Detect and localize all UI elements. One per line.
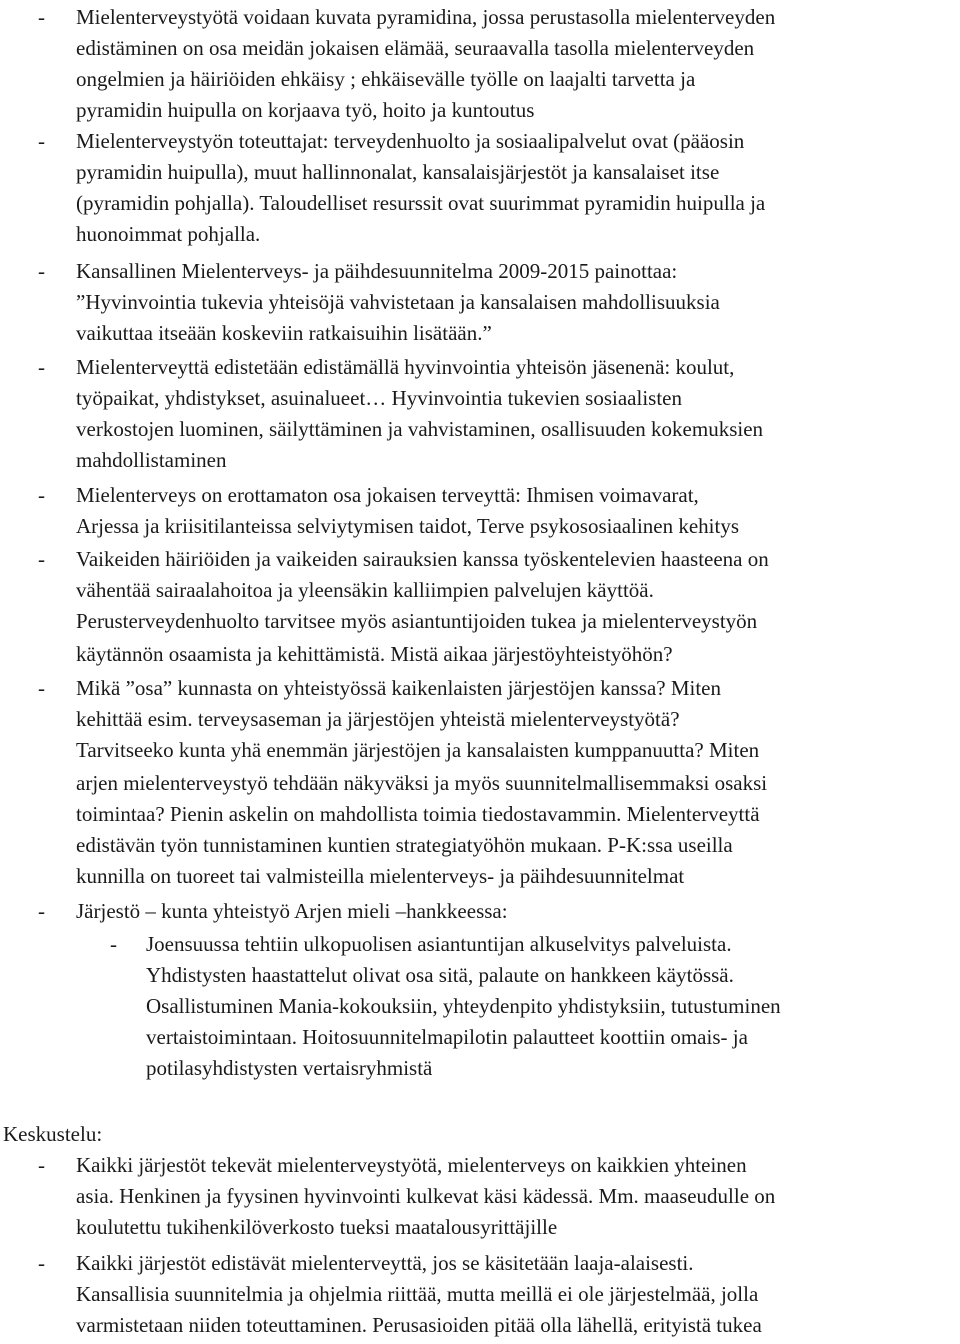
- list-item-line: mahdollistaminen: [76, 448, 227, 472]
- sub-list-bullet: -: [110, 932, 117, 956]
- list-item-line: Kansallinen Mielenterveys- ja päihdesuunnitelma 2009-2015 painottaa:: [76, 259, 678, 283]
- list-item-line: Mikä ”osa” kunnasta on yhteistyössä kaikenlaisten järjestöjen kanssa? Miten: [76, 676, 722, 700]
- list-item-line: (pyramidin pohjalla). Taloudelliset resurssit ovat suurimmat pyramidin huipulla ja: [76, 191, 766, 215]
- list-bullet: -: [38, 547, 45, 571]
- list-item-line: koulutettu tukihenkilöverkosto tueksi maatalousyrittäjille: [76, 1215, 558, 1239]
- discussion-heading: Keskustelu:: [3, 1122, 103, 1146]
- list-item-line: Mielenterveystyötä voidaan kuvata pyramidina, jossa perustasolla mielenterveyden: [76, 5, 776, 29]
- list-item-line: varmistetaan niiden toteuttaminen. Perusasioiden pitää olla lähellä, erityistä tukea: [76, 1313, 762, 1337]
- list-item-line: kunnilla on tuoreet tai valmisteilla mielenterveys- ja päihdesuunnitelmat: [76, 864, 685, 888]
- list-item-line: asia. Henkinen ja fyysinen hyvinvointi kulkevat käsi kädessä. Mm. maaseudulle on: [76, 1184, 776, 1208]
- list-item-line: toimintaa? Pienin askelin on mahdollista toimia tiedostavammin. Mielenterveyttä: [76, 802, 760, 826]
- list-item-line: pyramidin huipulla on korjaava työ, hoito ja kuntoutus: [76, 98, 535, 122]
- list-bullet: -: [38, 1153, 45, 1177]
- list-item-line: huonoimmat pohjalla.: [76, 222, 261, 246]
- list-item-line: vähentää sairaalahoitoa ja yleensäkin kalliimpien palvelujen käyttöä.: [76, 578, 654, 602]
- list-item-line: edistävän työn tunnistaminen kuntien strategiatyöhön mukaan. P-K:ssa useilla: [76, 833, 733, 857]
- list-item-line: Perusterveydenhuolto tarvitsee myös asiantuntijoiden tukea ja mielenterveystyön: [76, 609, 758, 633]
- list-item-line: Mielenterveyttä edistetään edistämällä hyvinvointia yhteisön jäsenenä: koulut,: [76, 355, 735, 379]
- list-item-line: Mielenterveystyön toteuttajat: terveydenhuolto ja sosiaalipalvelut ovat (pääosin: [76, 129, 745, 153]
- list-bullet: -: [38, 676, 45, 700]
- list-item-line: vaikuttaa itseään koskeviin ratkaisuihin lisätään.”: [76, 321, 492, 345]
- list-item-line: Tarvitseeko kunta yhä enemmän järjestöjen ja kansalaisten kumppanuutta? Miten: [76, 738, 760, 762]
- list-item-line: ongelmien ja häiriöiden ehkäisy ; ehkäisevälle työlle on laajalti tarvetta ja: [76, 67, 696, 91]
- list-bullet: -: [38, 259, 45, 283]
- list-item-line: Vaikeiden häiriöiden ja vaikeiden sairauksien kanssa työskentelevien haasteena on: [76, 547, 769, 571]
- list-item-line: ”Hyvinvointia tukevia yhteisöjä vahvistetaan ja kansalaisen mahdollisuuksia: [76, 290, 720, 314]
- list-bullet: -: [38, 355, 45, 379]
- list-item-line: Järjestö – kunta yhteistyö Arjen mieli –hankkeessa:: [76, 899, 508, 923]
- list-item-line: Mielenterveys on erottamaton osa jokaisen terveyttä: Ihmisen voimavarat,: [76, 483, 699, 507]
- list-item-line: pyramidin huipulla), muut hallinnonalat, kansalaisjärjestöt ja kansalaiset itse: [76, 160, 720, 184]
- sub-list-item-line: Joensuussa tehtiin ulkopuolisen asiantuntijan alkuselvitys palveluista.: [146, 932, 732, 956]
- list-item-line: Kaikki järjestöt tekevät mielenterveystyötä, mielenterveys on kaikkien yhteinen: [76, 1153, 747, 1177]
- sub-list-item-line: Osallistuminen Mania-kokouksiin, yhteydenpito yhdistyksiin, tutustuminen: [146, 994, 781, 1018]
- list-bullet: -: [38, 483, 45, 507]
- list-item-line: työpaikat, yhdistykset, asuinalueet… Hyvinvointia tukevien sosiaalisten: [76, 386, 682, 410]
- sub-list-item-line: potilasyhdistysten vertaisryhmistä: [146, 1056, 433, 1080]
- list-item-line: käytännön osaamista ja kehittämistä. Mistä aikaa järjestöyhteistyöhön?: [76, 642, 673, 666]
- list-item-line: Kansallisia suunnitelmia ja ohjelmia riittää, mutta meillä ei ole järjestelmää, jolla: [76, 1282, 759, 1306]
- list-bullet: -: [38, 5, 45, 29]
- list-item-line: arjen mielenterveystyö tehdään näkyväksi ja myös suunnitelmallisemmaksi osaksi: [76, 771, 768, 795]
- list-item-line: Arjessa ja kriisitilanteissa selviytymisen taidot, Terve psykososiaalinen kehitys: [76, 514, 740, 538]
- sub-list-item-line: vertaistoimintaan. Hoitosuunnitelmapilotin palautteet koottiin omais- ja: [146, 1025, 748, 1049]
- list-bullet: -: [38, 129, 45, 153]
- list-item-line: edistäminen on osa meidän jokaisen elämää, seuraavalla tasolla mielenterveyden: [76, 36, 755, 60]
- list-bullet: -: [38, 899, 45, 923]
- sub-list-item-line: Yhdistysten haastattelut olivat osa sitä, palaute on hankkeen käytössä.: [146, 963, 734, 987]
- list-bullet: -: [38, 1251, 45, 1275]
- list-item-line: verkostojen luominen, säilyttäminen ja vahvistaminen, osallisuuden kokemuksien: [76, 417, 764, 441]
- list-item-line: kehittää esim. terveysaseman ja järjestöjen yhteistä mielenterveystyötä?: [76, 707, 680, 731]
- list-item-line: Kaikki järjestöt edistävät mielenterveyttä, jos se käsitetään laaja-alaisesti.: [76, 1251, 694, 1275]
